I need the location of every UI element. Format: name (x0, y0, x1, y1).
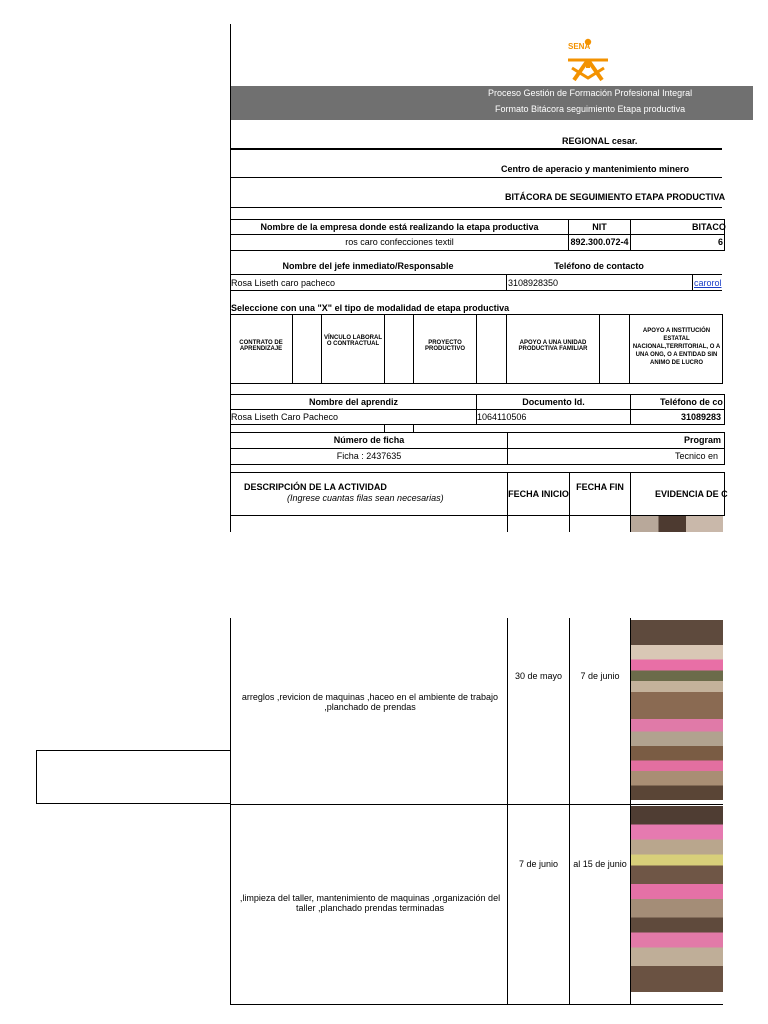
documento-value: 1064110506 (477, 412, 527, 422)
descripcion-header: DESCRIPCIÓN DE LA ACTIVIDAD (244, 482, 387, 492)
format-title: Formato Bitácora seguimiento Etapa productiva (495, 104, 686, 114)
option-unidad-familiar: APOYO A UNA UNIDAD PRODUCTIVA FAMILIAR (518, 340, 588, 352)
option-contrato: CONTRATO DE APRENDIZAJE (239, 340, 283, 352)
jefe-name-value: Rosa Liseth caro pacheco (231, 278, 336, 288)
aprendiz-name-value: Rosa Liseth Caro Pacheco (231, 412, 339, 422)
evidence-photo (631, 620, 723, 800)
fecha-fin-header: FECHA FIN (576, 482, 624, 492)
regional-label: REGIONAL cesar. (562, 136, 638, 146)
centro-label: Centro de aperacio y mantenimiento minero (501, 164, 690, 174)
empresa-name-header: Nombre de la empresa donde está realizando la etapa productiva (260, 222, 539, 232)
aprendiz-phone-header: Teléfono de co (660, 397, 723, 407)
sena-logo-text: SENA (568, 42, 591, 51)
evidencia-header: EVIDENCIA DE C (655, 489, 728, 499)
programa-value: Tecnico en (675, 451, 719, 461)
descripcion-subheader: (Ingrese cuantas filas sean necesarias) (287, 493, 444, 503)
ficha-header: Número de ficha (333, 435, 405, 445)
actividad-2-descripcion: ,limpieza del taller, mantenimiento de maquinas ,organización del taller ,planchado prendas terminadas (239, 893, 501, 913)
jefe-phone-header: Teléfono de contacto (554, 261, 644, 271)
evidence-photo (631, 806, 723, 992)
jefe-phone-value: 3108928350 (508, 278, 559, 288)
documento-header: Documento Id. (522, 397, 585, 407)
actividad-1-inicio: 30 de mayo (514, 671, 563, 681)
modalidad-title: Seleccione con una "X" el tipo de modalidad de etapa productiva (231, 303, 510, 313)
jefe-email-link[interactable]: carorol (694, 278, 722, 288)
evidence-photo (631, 516, 723, 532)
aprendiz-name-header: Nombre del aprendiz (308, 397, 398, 407)
actividad-1-descripcion: arreglos ,revicion de maquinas ,haceo en el ambiente de trabajo ,planchado de prendas (241, 692, 499, 712)
actividad-1-fin: 7 de junio (580, 671, 620, 681)
aprendiz-phone-value: 31089283 (681, 412, 722, 422)
option-proyecto: PROYECTO PRODUCTIVO (424, 340, 465, 352)
nit-value: 892.300.072-4 (570, 237, 629, 247)
process-title: Proceso Gestión de Formación Profesional Integral (488, 88, 693, 98)
option-institucion: APOYO A INSTITUCIÓN ESTATAL NACIONAL,TERRITORIAL, O A UNA ONG, O A ENTIDAD SIN ANIMO DE LUCRO (632, 328, 721, 366)
empresa-name-value: ros caro confecciones textil (345, 237, 454, 247)
actividad-2-fin: al 15 de junio (573, 859, 627, 869)
jefe-name-header: Nombre del jefe inmediato/Responsable (282, 261, 454, 271)
sena-logo (562, 38, 614, 82)
nit-header: NIT (592, 222, 607, 232)
option-vinculo: VÍNCULO LABORAL O CONTRACTUAL (324, 335, 382, 347)
bitacora-title: BITÁCORA DE SEGUIMIENTO ETAPA PRODUCTIVA (505, 192, 726, 202)
programa-header: Program (684, 435, 722, 445)
bitacora-header: BITACO (692, 222, 726, 232)
ficha-value: Ficha : 2437635 (336, 451, 402, 461)
side-box (36, 750, 231, 804)
bitacora-number: 6 (718, 237, 724, 247)
actividad-2-inicio: 7 de junio (518, 859, 559, 869)
fecha-inicio-header: FECHA INICIO (508, 489, 569, 499)
